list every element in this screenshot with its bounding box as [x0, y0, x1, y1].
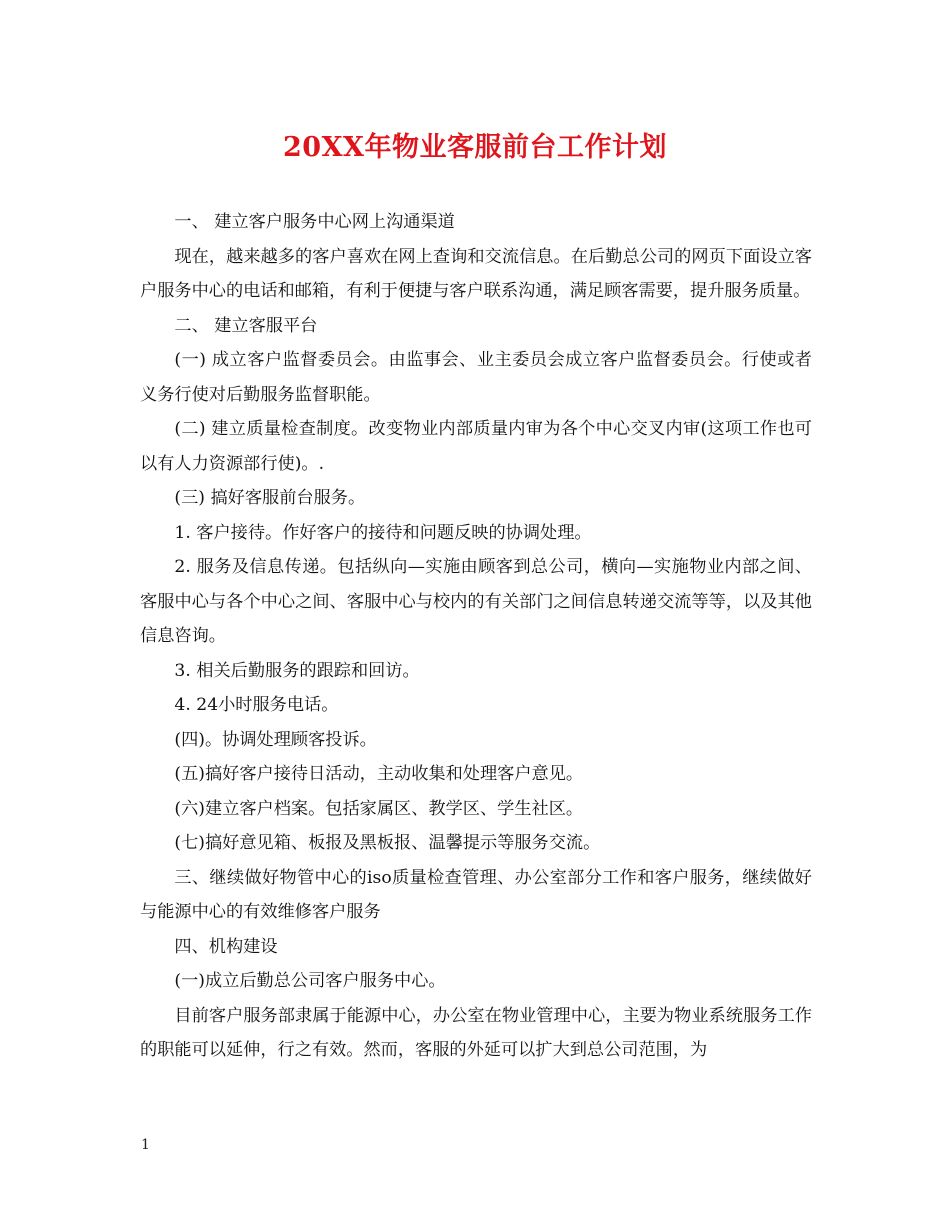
- document-body: [140, 205, 812, 1068]
- list-item: 3. 相关后勤服务的跟踪和回访。: [174, 660, 420, 681]
- paragraph: (一)成立后勤总公司客户服务中心。: [174, 971, 446, 991]
- list-item: (四)。协调处理顾客投诉。: [174, 729, 377, 750]
- paragraph: (三) 搞好客服前台服务。: [174, 488, 366, 508]
- paragraph: 目前客户服务部隶属于能源中心，办公室在物业管理中心，主要为物业系统服务工作的职能可以延伸，行之有效。然而，客服的外延可以扩大到总公司范围，为: [140, 1005, 812, 1060]
- heading-1: 一、 建立客户服务中心网上沟通渠道: [174, 212, 455, 232]
- page-number: 1: [141, 1137, 150, 1153]
- heading-3: 三、继续做好物管中心的iso质量检查管理、办公室部分工作和客户服务，继续做好与能源中心的有效维修客户服务: [140, 867, 812, 922]
- paragraph: (二) 建立质量检查制度。改变物业内部质量内审为各个中心交叉内审(这项工作也可以有人力资源部行使)。.: [140, 419, 812, 474]
- heading-2: 二、 建立客服平台: [174, 315, 318, 336]
- document-title: 20XX年物业客服前台工作计划: [283, 132, 667, 163]
- list-item: (五)搞好客户接待日活动，主动收集和处理客户意见。: [174, 764, 584, 784]
- list-item: 4. 24小时服务电话。: [174, 695, 339, 715]
- list-item: 1. 客户接待。作好客户的接待和问题反映的协调处理。: [174, 522, 592, 543]
- list-item: 2. 服务及信息传递。包括纵向—实施由顾客到总公司，横向—实施物业内部之间、客服中心与各个中心之间、客服中心与校内的有关部门之间信息转递交流等等，以及其他信息咨询。: [140, 557, 812, 646]
- paragraph: 现在，越来越多的客户喜欢在网上查询和交流信息。在后勤总公司的网页下面设立客户服务中心的电话和邮箱，有利于便捷与客户联系沟通，满足顾客需要，提升服务质量。: [140, 246, 812, 301]
- list-item: (六)建立客户档案。包括家属区、教学区、学生社区。: [174, 798, 584, 819]
- list-item: (七)搞好意见箱、板报及黑板报、温馨提示等服务交流。: [174, 833, 601, 853]
- heading-4: 四、机构建设: [174, 936, 278, 957]
- paragraph: (一) 成立客户监督委员会。由监事会、业主委员会成立客户监督委员会。行使或者义务行使对后勤服务监督职能。: [140, 350, 812, 405]
